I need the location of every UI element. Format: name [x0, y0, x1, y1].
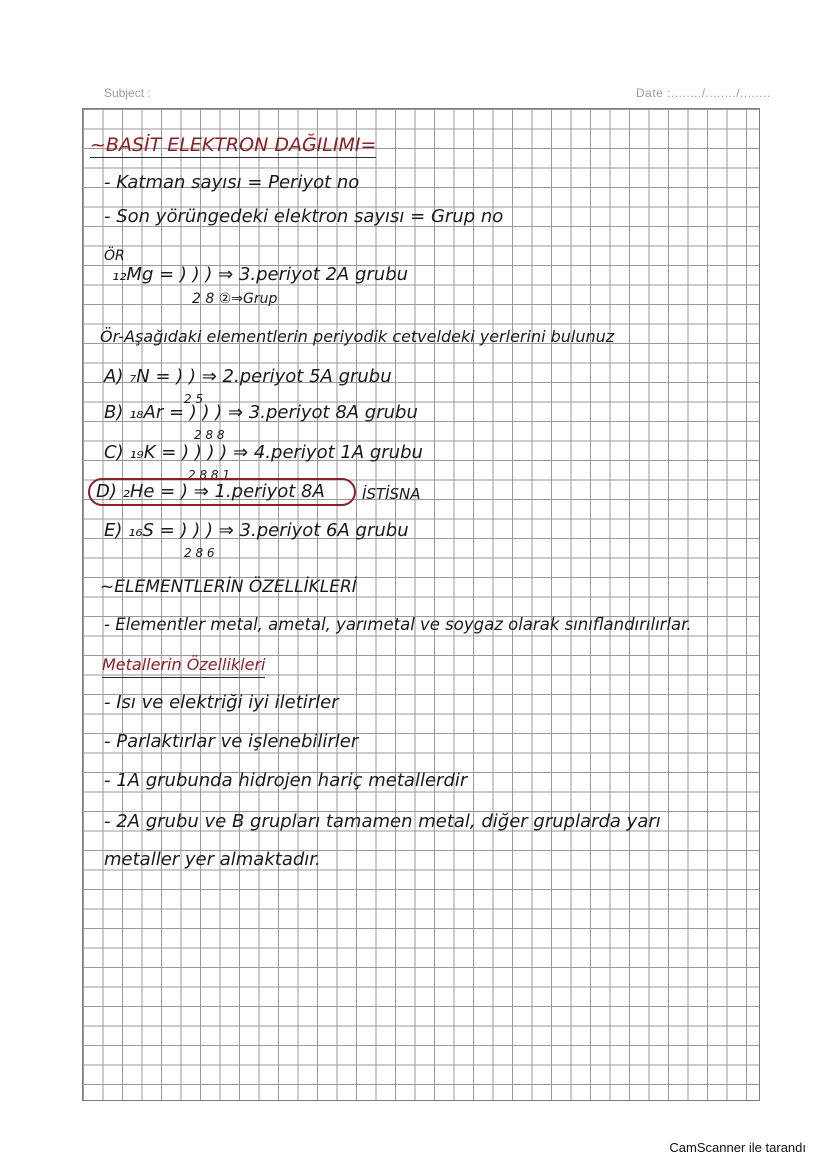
example-magnesium: ₁₂Mg = ) ) ) ⇒ 3.periyot 2A grubu: [112, 264, 409, 285]
graph-paper-grid: [82, 108, 760, 1101]
metal-property-group-2a-b: - 2A grubu ve B grupları tamamen metal, diğer gruplarda yarı: [104, 811, 661, 832]
metals-properties-heading: Metallerin Özellikleri: [102, 654, 265, 678]
metal-property-group-1a: - 1A grubunda hidrojen hariç metallerdir: [104, 770, 468, 791]
answer-e-shells: 2 8 6: [184, 546, 215, 560]
question-heading: Ör-Aşağıdaki elementlerin periyodik cetveldeki yerlerini bulunuz: [100, 327, 615, 346]
answer-d-helium: D) ₂He = ) ⇒ 1.periyot 8A: [96, 481, 325, 502]
subject-label: Subject :: [104, 86, 151, 100]
answer-a-nitrogen: A) ₇N = ) ) ⇒ 2.periyot 5A grubu: [104, 366, 392, 387]
title-simple-electron-configuration: ~BASİT ELEKTRON DAĞILIMI=: [90, 134, 377, 156]
element-classification: - Elementler metal, ametal, yarımetal ve soygaz olarak sınıflandırılırlar.: [104, 615, 692, 634]
rule-shell-count: - Katman sayısı = Periyot no: [104, 172, 360, 193]
answer-c-shells: 2 8 8 1: [188, 468, 230, 482]
answer-e-sulfur: E) ₁₆S = ) ) ) ⇒ 3.periyot 6A grubu: [104, 520, 409, 541]
example-label: ÖR: [104, 248, 125, 264]
metal-property-conduct: - Isı ve elektriği iyi iletirler: [104, 692, 339, 713]
answer-d-exception: İSTİSNA: [362, 485, 421, 503]
answer-c-potassium: C) ₁₉K = ) ) ) ) ⇒ 4.periyot 1A grubu: [104, 442, 423, 463]
rule-valence-electrons: - Son yörüngedeki elektron sayısı = Grup no: [104, 206, 504, 227]
date-label: Date :......../......../........: [636, 86, 771, 100]
example-magnesium-shells: 2 8 ②⇒Grup: [192, 291, 278, 307]
answer-b-argon: B) ₁₈Ar = ) ) ) ⇒ 3.periyot 8A grubu: [104, 402, 418, 423]
answer-a-shells: 2 5: [184, 392, 204, 406]
scanner-watermark: CamScanner ile tarandı: [669, 1140, 806, 1155]
section-element-properties: ~ELEMENTLERİN ÖZELLİKLERİ: [100, 577, 357, 597]
metal-property-shiny: - Parlaktırlar ve işlenebilirler: [104, 731, 359, 752]
metal-property-continuation: metaller yer almaktadır.: [104, 849, 321, 870]
answer-b-shells: 2 8 8: [194, 428, 225, 442]
